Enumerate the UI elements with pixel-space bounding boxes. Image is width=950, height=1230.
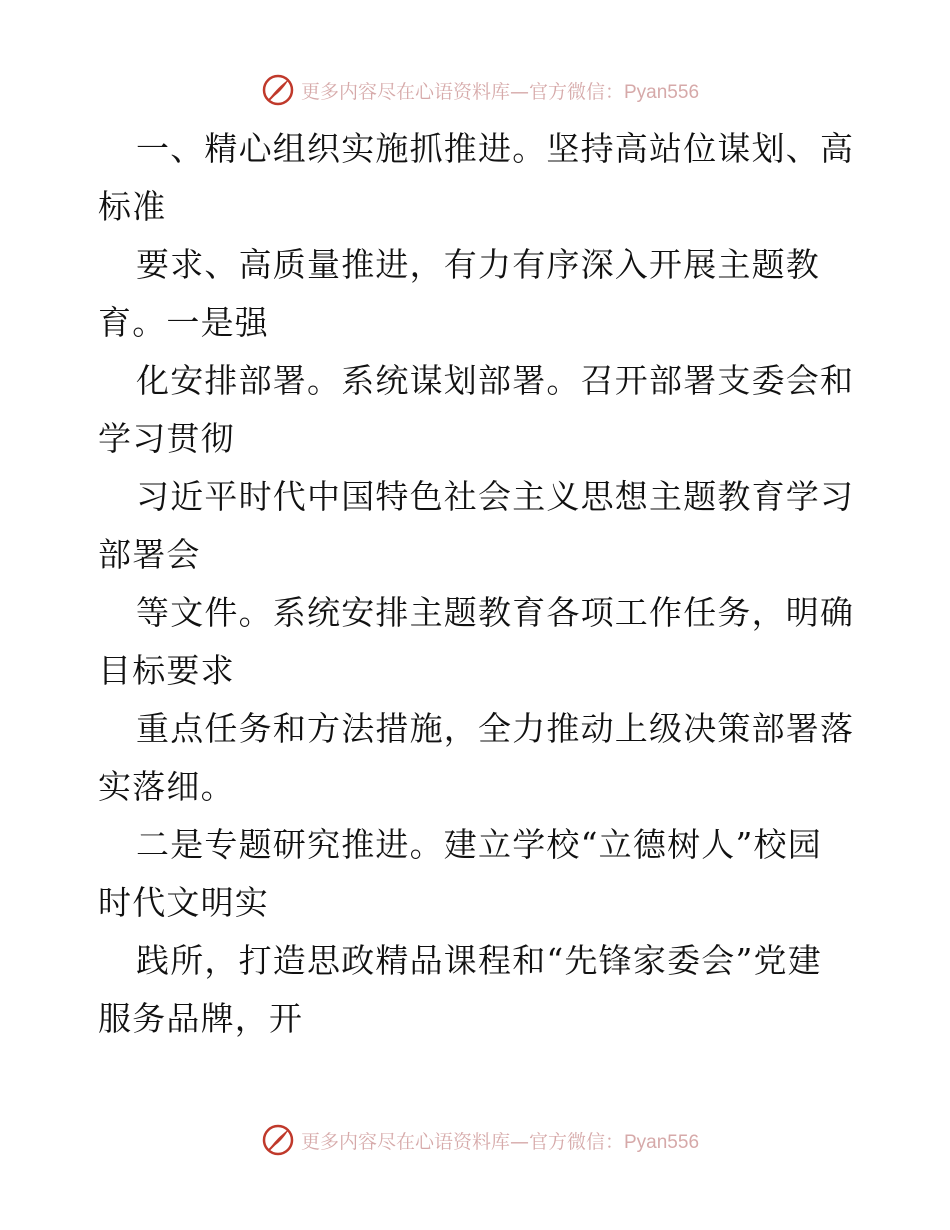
text-line: 目标要求 [98, 651, 235, 690]
text-line: 要求、高质量推进，有力有序深入开展主题教 [136, 245, 820, 284]
document-body [98, 120, 858, 1048]
text-line: 习近平时代中国特色社会主义思想主题教育学习 [136, 477, 855, 516]
text-line: 学习贯彻 [98, 419, 235, 458]
text-line: 时代文明实 [98, 883, 269, 922]
text-line: 实落细。 [98, 767, 235, 806]
text-line: 育。一是强 [98, 303, 269, 342]
text-line: 重点任务和方法措施，全力推动上级决策部署落 [136, 709, 855, 748]
text-line: 二是专题研究推进。建立学校“立德树人”校园 [136, 825, 822, 864]
text-line: 服务品牌，开 [98, 999, 304, 1038]
watermark-text: 更多内容尽在心语资料库—官方微信：Pyan556 [300, 80, 700, 103]
text-line: 化安排部署。系统谋划部署。召开部署支委会和 [136, 361, 855, 400]
text-line: 践所，打造思政精品课程和“先锋家委会”党建 [136, 941, 822, 980]
text-line: 一、精心组织实施抓推进。坚持高站位谋划、高 [136, 129, 855, 168]
text-line: 部署会 [98, 535, 201, 574]
footer-watermark [0, 1120, 950, 1160]
watermark-text: 更多内容尽在心语资料库—官方微信：Pyan556 [300, 1130, 700, 1153]
text-line: 等文件。系统安排主题教育各项工作任务，明确 [136, 593, 855, 632]
text-line: 标准 [98, 187, 167, 226]
feather-pen-logo-icon [261, 73, 295, 107]
feather-pen-logo-icon [261, 1123, 295, 1157]
header-watermark [0, 70, 950, 110]
